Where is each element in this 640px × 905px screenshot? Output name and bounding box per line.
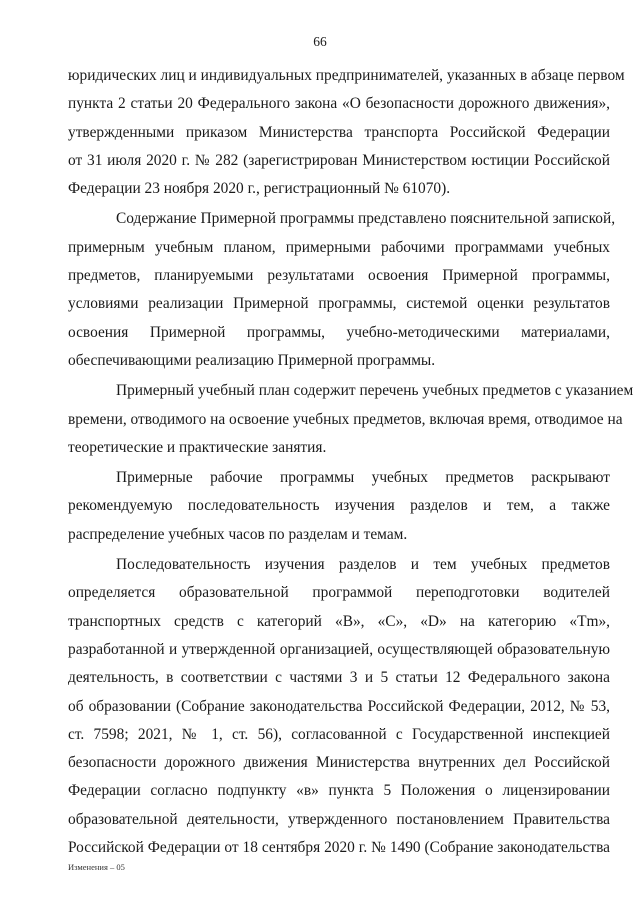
text-line: Последовательность изучения разделов и тем учебных предметов [116,556,610,574]
revision-footer: Изменения – 05 [68,862,125,872]
text-line: Содержание Примерной программы представлено пояснительной запиской, [116,210,616,228]
page-number: 66 [313,34,327,49]
text-line: утвержденными приказом Министерства транспорта Российской Федерации [68,123,610,141]
text-line: пункта 2 статьи 20 Федерального закона «О безопасности дорожного движения», [68,95,610,113]
text-line: юридических лиц и индивидуальных предпринимателей, указанных в абзаце первом [68,67,625,84]
text-line: деятельность, в соответствии с частями 3 и 5 статьи 12 Федерального закона [68,669,610,687]
text-line: рекомендуемую последовательность изучения разделов и тем, а также [68,497,610,515]
text-line: Российской Федерации от 18 сентября 2020 г. № 1490 (Собрание законодательства [68,839,610,857]
text-line: предметов, планируемыми результатами освоения Примерной программы, [68,267,610,285]
text-line: Федерации 23 ноября 2020 г., регистрационный № 61070). [68,180,451,198]
text-line: условиями реализации Примерной программы, системой оценки результатов [68,295,610,313]
text-line: Федерации согласно подпункту «в» пункта 5 Положения о лицензировании [68,782,610,800]
text-line: освоения Примерной программы, учебно-методическими материалами, [68,323,610,341]
text-line: транспортных средств с категорий «B», «C», «D» на категорию «Tm», [68,612,610,630]
paragraph-curriculum [68,377,634,462]
text-line: об образовании (Собрание законодательства Российской Федерации, 2012, № 53, [68,697,610,715]
paragraph-program-content [68,205,616,375]
text-line: теоретические и практические занятия. [68,438,327,456]
text-line: Примерный учебный план содержит перечень учебных предметов с указанием [116,382,634,400]
text-line: образовательной деятельности, утвержденного постановлением Правительства [68,810,610,828]
text-line: обеспечивающими реализацию Примерной программы. [68,351,436,369]
text-line: примерным учебным планом, примерными рабочими программами учебных [68,238,610,256]
text-line: времени, отводимого на освоение учебных предметов, включая время, отводимое на [68,410,623,428]
text-line: распределение учебных часов по разделам и темам. [68,525,408,543]
text-line: разработанной и утвержденной организацией, осуществляющей образовательную [68,640,610,658]
paragraph-sequence [68,551,610,862]
paragraph-work-programs [68,464,610,549]
text-line: ст. 7598; 2021, № 1, ст. 56), согласованной с Государственной инспекцией [68,725,610,743]
text-line: безопасности дорожного движения Министерства внутренних дел Российской [68,754,610,772]
document-body [68,62,634,864]
text-line: Примерные рабочие программы учебных предметов раскрывают [116,469,610,487]
text-line: от 31 июля 2020 г. № 282 (зарегистрирован Министерством юстиции Российской [68,151,610,169]
paragraph-continuation [68,62,625,203]
text-line: определяется образовательной программой переподготовки водителей [68,584,610,602]
